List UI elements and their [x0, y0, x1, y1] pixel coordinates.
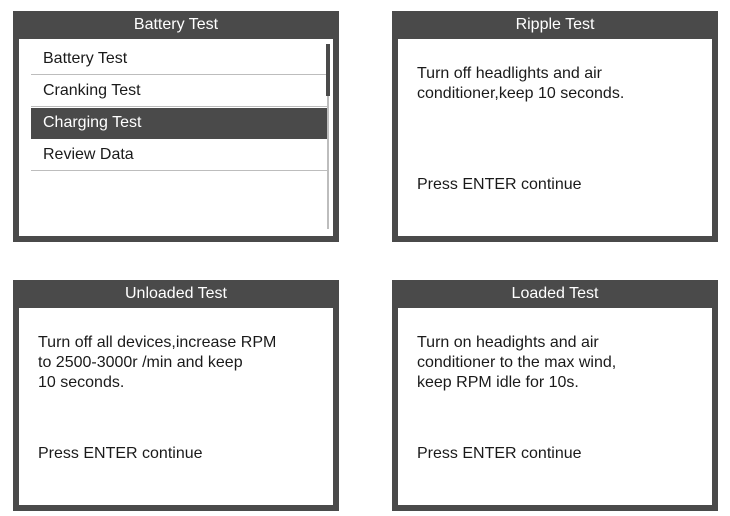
screen-title: Loaded Test: [511, 285, 599, 302]
enter-prompt: Press ENTER continue: [417, 176, 582, 193]
screen-title: Battery Test: [133, 16, 219, 33]
instruction-text: Turn off all devices,increase RPM to 2500-3000r /min and keep 10 seconds.: [38, 334, 277, 391]
screen-title: Ripple Test: [515, 16, 595, 33]
screen-body: [398, 39, 712, 236]
battery-test-screen: [13, 11, 339, 242]
screen-body: [398, 308, 712, 505]
screen-title: Unloaded Test: [125, 285, 227, 302]
menu-item-charging-test[interactable]: Charging Test: [31, 108, 327, 139]
enter-prompt: Press ENTER continue: [38, 445, 203, 462]
unloaded-test-screen: [13, 280, 339, 511]
test-menu: [31, 44, 327, 172]
loaded-test-screen: [392, 280, 718, 511]
scrollbar-thumb[interactable]: [326, 44, 330, 96]
ripple-test-screen: [392, 11, 718, 242]
screen-body: [19, 39, 333, 236]
instruction-text: Turn on headights and air conditioner to the max wind, keep RPM idle for 10s.: [417, 334, 617, 391]
menu-item-battery-test[interactable]: Battery Test: [31, 44, 327, 75]
instruction-text: Turn off headlights and air conditioner,keep 10 seconds.: [417, 65, 625, 102]
menu-item-review-data[interactable]: Review Data: [31, 140, 327, 171]
screen-body: [19, 308, 333, 505]
menu-item-cranking-test[interactable]: Cranking Test: [31, 76, 327, 107]
enter-prompt: Press ENTER continue: [417, 445, 582, 462]
